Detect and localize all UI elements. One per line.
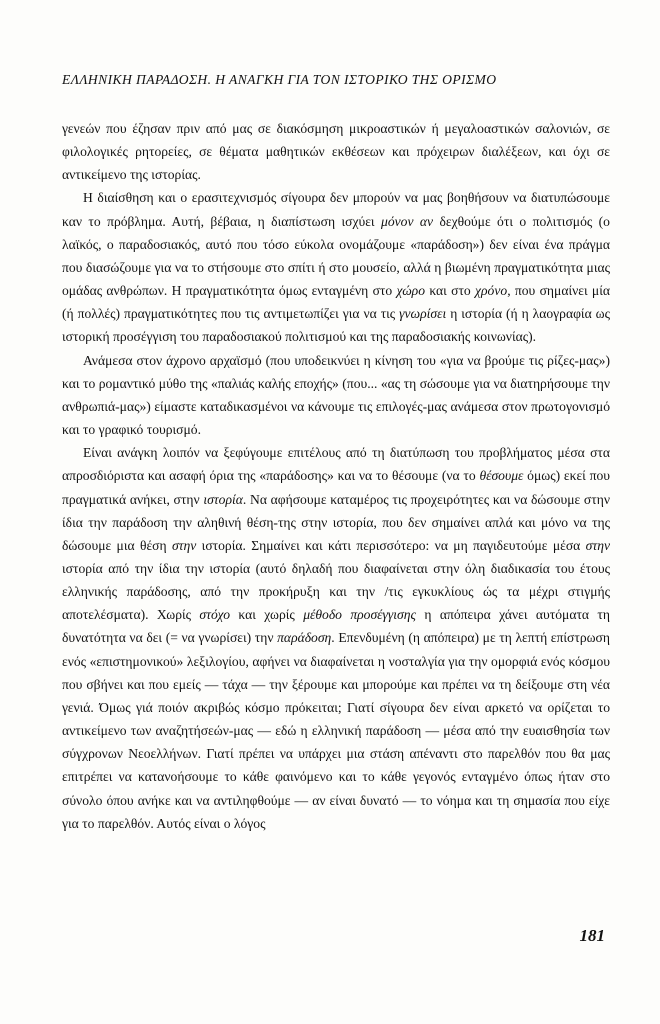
text-run: η απόπειρα χάνει αυτόματα τη δυνατότητα να δει (= να γνωρίσει) την [62,607,610,646]
italic-text: στην [585,537,611,553]
running-head: ΕΛΛΗΝΙΚΗ ΠΑΡΑΔΟΣΗ. Η ΑΝΑΓΚΗ ΓΙΑ ΤΟΝ ΙΣΤΟΡΙΚΟ ΤΗΣ ΟΡΙΣΜΟ [62,72,497,87]
text-run: γενεών που έζησαν πριν από μας σε διακόσμηση μικροαστικών ή μεγαλοαστικών σαλονιών, σε φιλολογικές ρητορείες, σε θέματα μαθητικών εκθέσεων και πρόχειρων διαλέξεων, και όχι σε αντικείμενο της ιστορίας. [62,121,610,183]
text-run: . Να αφήσουμε καταμέρος τις προχειρότητες και να δώσουμε στην ίδια την παράδοση την αληθινή θέση-της στην ιστορία, που δεν σημαίνει απλά και μόνο να της δώσουμε μια θέση [62,491,610,553]
text-run: δεχθούμε ότι ο πολιτισμός (ο λαϊκός, ο παραδοσιακός, αυτό που τόσο εύκολα ονομάζουμε «παράδοση») δεν είναι ένα πράγμα που διασώζουμε για να το στήσουμε στο σπίτι ή στο μουσείο, αλλά η βιωμένη πραγματικότητα μιας ομάδας ανθρώπων. Η πραγματικότητα όμως ενταγμένη στο [62,213,610,299]
text-run: ιστορία από την ίδια την ιστορία (αυτό δηλαδή που διαφαίνεται στην όλη διαδικασία του έτους ελληνικής παράδοσης, από την προκήρυξη και την /τις εγκυκλίους ώς τα μέχρι στιγμής αποτελέσματα). Χωρίς [62,560,610,623]
italic-text: γνωρίσει [399,306,447,322]
italic-text: στην [171,537,197,553]
text-run: Η διαίσθηση και ο ερασιτεχνισμός σίγουρα δεν μπορούν να μας βοηθήσουν να διατυπώσουμε καν το πρόβλημα. Αυτή, βέβαια, η διαπίστωση ισχύει [62,190,610,229]
italic-text: στόχο [199,607,231,623]
text-run: και χωρίς [230,607,304,623]
italic-text: μόνον αν [381,213,434,229]
paragraph [62,117,610,186]
paragraph [62,441,610,835]
paragraph [62,349,610,442]
italic-text: χώρο [396,283,426,299]
text-run: όμως) εκεί που πραγματικά ανήκει, στην [62,468,610,507]
italic-text: ιστορία [203,491,243,507]
text-run: Ανάμεσα στον άχρονο αρχαϊσμό (που υποδεικνύει η κίνηση του «για να βρούμε τις ρίζες-μας») και το ρομαντικό μύθο της «παλιάς καλής εποχής» (που... «ας τη σώσουμε για να διατηρήσουμε την ανθρωπιά-μας») είμαστε καταδικασμένοι να κάνουμε τις επιλογές-μας ανάμεσα στον πρωτογονισμό και το γραφικό τουρισμό. [62,352,610,438]
body-text [62,117,610,835]
text-run: η ιστορία (ή η λαογραφία ως ιστορική προσέγγιση του παραδοσιακού πολιτισμού και της παραδοσιακής κοινωνίας). [62,306,610,345]
paragraph [62,186,610,348]
italic-text: μέθοδο προσέγγισης [303,607,416,623]
italic-text: παράδοση [277,630,332,646]
page-number: 181 [579,926,605,945]
italic-text: θέσουμε [479,468,524,484]
text-run: και στο [425,283,476,299]
text-run: . Επενδυμένη (η απόπειρα) με τη λεπτή επίστρωση ενός «επιστημονικού» λεξιλογίου, αφήνει να διαφαίνεται η νοσταλγία για την ομορφιά ενός κόσμου που σβήνει και που εμείς — τάχα — την ξέρουμε και μπορούμε και πρέπει να τη δείξουμε στη νέα γενιά. Όμως γιά ποιόν ακριβώς κόσμο πρόκειται; Γιατί σίγουρα δεν είναι αρκετό να ορίζεται το αντικείμενο των αναζητήσεών-μας — εδώ η ελληνική παράδοση — μέσα από την ευαισθησία των σύγχρονων Νεοελλήνων. Γιατί πρέπει να υπάρχει μια στάση απέναντι στο παρελθόν που θα μας επιτρέπει να κατανοήσουμε το κάθε φαινόμενο και το κάθε γεγονός ενταγμένο όπως ήταν στο σύνολο όπου ανήκε και να αντιληφθούμε — αν είναι δυνατό — το νόημα και τη σημασία που είχε για το παρελθόν. Αυτός είναι ο λόγος [62,630,610,831]
text-run: , που σημαίνει μία (ή πολλές) πραγματικότητες που τις αντιμετωπίζει για να τις [62,283,610,322]
italic-text: χρόνο [475,283,508,299]
text-run: ιστορία. Σημαίνει και κάτι περισσότερο: να μη παγιδευτούμε μέσα [196,537,586,553]
text-run: Είναι ανάγκη λοιπόν να ξεφύγουμε επιτέλους από τη διατύπωση του προβλήματος μέσα στα απροσδιόριστα και ασαφή όρια της «παράδοσης» και να το θέσουμε (να το [62,445,610,484]
